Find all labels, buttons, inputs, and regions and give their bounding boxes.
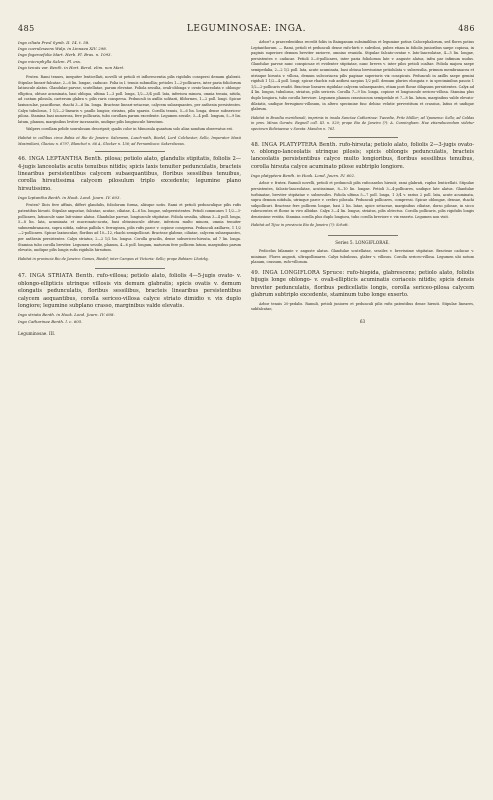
species-47 [18, 273, 241, 324]
signature-mark: 63 [359, 318, 366, 324]
habitat-note: Habitat ad Tijuc in provincia Rio de Janeiro (?): Schott. [251, 223, 349, 228]
species-citation: Inga striata Benth. in Hook. Lond. Journ. IV. 608. [18, 312, 115, 318]
species-description: Arbor v. frutex. Ramuli novelli, petioli et pedunculi pilis rufocanelos hirsuti; rami glabrati, ruplus lenticellati. Stipulae persistentes, falcato-lanceolatae, acutissimae, 8—10 lin. longae. Petioli 3—4-pollicares, undique late alatus. Glandulae turbinatae, breviter stipitatae v. subsessiles. Foliola ultima 5—7 poll. longa, 1 3/4 v. rarius 2 poll. lata, acute acuminata, supra demum nitidula, utrinque parce v. crebro pilosula. Pedunculi pollicares, compressi. Spicae oblongae, densae, rhachi subpollicari. Bracteae fere pollicem longae, basi 2 lin. latae, apice setaceae, marginibus ciliatae, dorso pilosae, in siccо rubescentes et florae in vivo albidae. Calyx 3—4 lin. longus, striatus, pilis obtectus. Corolla pollicaris, pilis rigidulis longis densissime vestita. Stamina corolla plus duplo longiora, tubo corolla breviore v. vix exserto. Legumen non visit. [251, 181, 474, 219]
species-diagnosis: rufo-villosa; petiolo alato, foliolis 4—5-jugis ovato- v. oblongo-ellipticis utrinque villosis vix demum glabratis; spicis ovatis v. demum elongatis pedunculatis, floribus sessilibus, bracteis linearibus persistentibus calycem aequantibus, corolla sericeo-villosa calyce striato dimidio v. vix duplo longiore; legumine subplano crasso, marginibus valde elevatis. [18, 273, 241, 309]
synonym: Inga fagaroefolia Mart. Herb. Fl. Bras. n. 1093. [18, 52, 112, 58]
page-number-right: 486 [458, 24, 475, 33]
section-divider [328, 235, 398, 236]
species-citation: Inga Catharinae Benth. l. c. 605. [18, 318, 83, 324]
species-description: Arbor tenuis 20-pedalis. Ramuli, petioli juniores et pedunculi pilis rufis patentibus dense hirsuti. Stipulae lineares, subfalcatae, [251, 301, 474, 312]
page-number-left: 485 [18, 24, 35, 33]
running-header [18, 24, 475, 34]
habitat-note: Habitat in Brasilia meridionali, imprimis in insula Sanctae Catharinae: Tweedie, Fritz Müller; ad Ypanema: Sello; ad Caldas in prov. Minas Geraës: Regnell coll. III. n. 520; prope Rio de Janeiro (?): A. Cunningham. Hue etiamducendum videtur specimen Boliviaense v Sorata: Mandon n. 761. [251, 115, 474, 131]
section-divider [95, 151, 165, 152]
synonym: Inga ciliata Presl Symb. II. 14. t. 58. [18, 40, 90, 45]
text-columns [18, 40, 475, 337]
species-diagnosis: pilosa; petiolo alato, glandulis stipitatis, foliolis 2—4-jugis lanceolatis acutis tenuibus nitidis; spicis laxis tenuiter pedunculatis, bracteis linearibus persistentibus calycem subaequantibus, floribus sessilibus tenuibus, corolla hirsutissima calycem pilosulum triplo excedente; legumine plano hirsutissimo. [18, 156, 241, 192]
description-paragraph: Frutex. Rami tenues, inequiter lenticellati, novelli ut petioli et inflorescentia pilis rigidulis conspersi demum glabrati. Stipulae lineari-falcatae, 2—6 lin. longae, caducae. Folia in I. tenuis submollia; petioles 1—2-pollicares, inter paria foliolorum latiuscule alatus. Glandulae parvae, scutellatae, parum elevatae. Foliola sessilia, ovali-oblonga v. ovato-lanceolata v. oblongo-elliptica, obtuse acuminata, basi obliqua, ultima 1—3 poll. longa, 1/2—3/4 poll. lata, inferiora minora, omnia tenuia, nitida, ad costam pilosula, caeterum glabra v. pilis raris conspersa. Pedunculi in axillis solitarii, filiformes, 1—2 poll. longi. Spicae laxiusculae, pauciflorae, rhachi 3—6 lin. longa. Bracteae lineari-setaceae, calycem subaequantes, per anthesin persistentes. Calyx tubulosus, 1 1/2—2-linearis v. paullo longior, striatus, pilis sparsis. Corolla tenuis, 5—6 lin. longa, dense subsericeo-pilosa. Stamina basi numerosa, fere pollicaria, tubo corollam parum excedente. Legumen sessile, 3—4 poll. longum, 5—9 lin. latum, planum, marginibus leviter incrassatis, undique pilis longiuscule hirsutum. [18, 75, 241, 124]
section-divider [95, 268, 165, 269]
species-diagnosis: rufo-hirsuta; petiolo alato, foliolis 2—3-jugis ovato- v. oblongo-lanceolatis utrinque pilosis; spicis oblongis pedunculatis, bracteis lanceolatis persistentibus calyce multo longioribus, floribus sessilibus tenuibus, corolla hirsuta calyce acuminato pilose subtriplo longiore. [251, 141, 475, 170]
species-description: Frutex? Ilicis fere affinis, differt glandulis, foliolorum forma, aliisque notis. Rami et petioli pedunculique pilis rufis patentibus hirsuti. Stipulae angustae, falcatae, acutae, ciliatae, 4—6 lin. longae, subpersistentes. Petioli communes 1 1/2—3-pollicares, latiuscule sane lati-ssime alatus. Glandulae parvae, longiuscule stipitatae. Foliola sessilia, ultima 3—4 poll. longa, 5—8 lin. lata, acuminata et mucronato-acuta, basi obtusiuscule obtuse, inferiora multo minora, omnia tenuiter submembranacea, supra nitida, subtus pallida v. ferruginea, pilis rufis parce v. copiose conspersa. Pedunculi axillares, 1 1/2—2-pollicares. Spicae laxiusculae, floribus ad 10—12, rhachi semipollicari. Bracteae glabrae, ciliatae, calycem subaequantes, per anthesin persistentes. Calyx striatus, 2—2 1/2 lin. longus. Corolla gracilis, dense subsericeo-hirsuta, ad 7 lin. longa. Stamina tubo corolla breviter. Legumen sessile, planum, 4—6 poll. longum, maturum fere pollicem latum, marginibus parum elevatis, undique pilis longis rufis rigidulis hirsutum. [18, 203, 241, 253]
species-49 [251, 270, 474, 313]
species-heading: 48. INGA PLATYPTERA Benth. [251, 141, 338, 148]
signature-mark: Leguminosae. III. [18, 330, 56, 336]
synonym: Inga coeruleseens Walp. in Linnaea XIV. 298. [18, 46, 107, 52]
synonym: Inga microphylla Salzm. Pl. exs. [18, 58, 82, 64]
species-46 [18, 156, 241, 262]
species-citation: Inga platyptera Benth. in Hook. Lond. Journ. IV. 602. [251, 173, 356, 179]
species-diagnosis: rufo-hispida, glabrescens; petiolo alato, foliolis bijugis longe oblongo- v. ovali-ellipticis acuminatis coriaceis nitidis; spicis densis breviter pedunculatis, floribus pedicellatis longis, corolla sericeo-pilosa calycem glabrum subtriplo excedente, staminum tubo longe exserto. [251, 270, 474, 299]
synonym-list [18, 40, 241, 71]
synonym: Inga tenuis var. Benth. in Hort. Berol. elim. non Mart. [18, 64, 125, 70]
species-heading: 47. INGA STRIATA Benth. [18, 273, 95, 280]
right-column [251, 40, 474, 337]
species-heading: 46. INGA LEPTANTHA Benth. [18, 156, 103, 163]
habitat-note: Habitat in collibus circa Bahia et Rio de Janeiro: Salzmann, Lusch-nath, Riedel, Lord Colchester, Sello, Imperator Maxii Maximiliani, Glaziou n. 6797, Blanchet n. 66 A, Glocker n. 136; ad Pernambuco: Sakerzbeaux. [18, 135, 241, 146]
note-paragraph: Walpers corollam pelide sourulosam descripsit; qualis color in Mimosula quantum solo alias nondum observatus est. [26, 127, 234, 132]
species-heading: 49. INGA LONGIFLORA Spruce: [251, 270, 345, 277]
description-paragraph: Arbor? a praecedentibus recedit foliis in Bainganum subsimilibus et legumine potius Calocephalorum, sed flores potius Leptanthorum. — Rami, petioli et pedunculi dense rufo-hirti v. subvilosi, pubes etiam in foliolis junioribus saepe copiosa, in paginis superiore demum breviter rariorve, omnino evanida. Stipulae falcato-ovatae v. lato-lanceolatae, 4—5 lin. longae, persistentes v. caducae. Petioli 3—6-pollicares, inter paria foliolorum late v. anguste alatus, infra par infimum nudus. Glandulae parvae nunc conspicuae et evidenter stipitatae, nunc breves v. inter pilos petioli coaltae. Foliola majora saepe semipedalia, 2—2 1/2 poll. lata, acute acuminata, basi obtusa breviusime petiolulata v. subsessilia, primum membranacea et utrinque hirsuta v. villosa, demum subcoriacea pilis paginae superioris vix conspicuis. Pedunculi in axillis saepe gemini rigiduli 1 1/2—4 poll. longi; spicae rhachis sub anthesi saepius 1/2 poll. demum pluries elongata v. in speciminibus paucis 1 1/2—2-pollicaris evadit. Bracteae lineares rigidulae calycem subaequantes, etiam post florae dilapsum persistentes. Calyx ad 4 lin. longus, tubulosus, striatus, pilis sericeis. Corolla 7—9 lin. longa, copiose et longiuscule sericeo-villosa. Stamina plus duplo longiora, tubo corolla breviore. Legumen planum crassiuscum semipedale et 7—8 lin. latum, marginibus valde elevato-dilatatis, undique ferrugineo-villosum, in altero specimine fusc dehinc velutie pervestitum et crassius, latius et undique glabrum. [251, 40, 474, 112]
species-48 [251, 142, 474, 230]
habitat-note: Habitat in provincia Rio de Janeiro: Gomes, Riedel; inter Campos et Victoria: Sello; prope Bahiam: Lhotzky. [18, 256, 209, 261]
left-column [18, 40, 241, 337]
section-divider [328, 137, 398, 138]
series-heading: Series 5. LONGIFLORAE. [335, 240, 390, 246]
running-title: LEGUMINOSAE: INGA. [186, 24, 307, 34]
species-citation: Inga leptantha Benth. in Hook. Lond. Journ. IV. 603. [18, 195, 121, 201]
series-description: Pedicelus bilamnie v. anguste alatus. Glandulae scutellatae, sessiles v. brevissime stipitatae. Bracteae caducae v. minimae. Flores angusti, ultrapollimares. Calyx tubulosus, glaber v. villosus. Corolla sericeo-villosa. Legumen ubi notum planum, crassum, rufo-villosum. [251, 249, 474, 265]
